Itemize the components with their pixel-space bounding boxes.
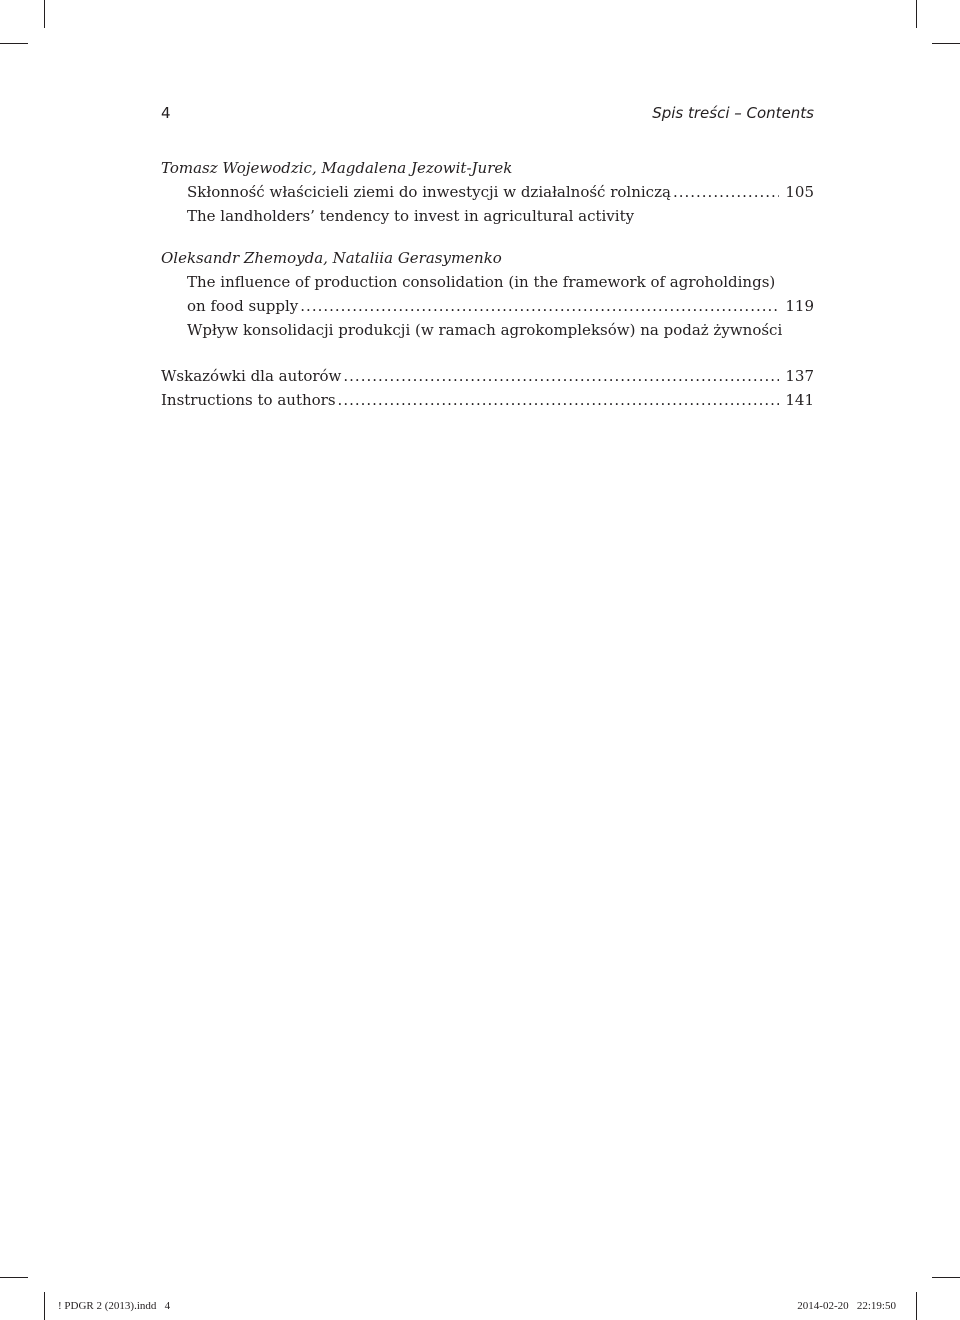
entry-page: 105 — [785, 183, 814, 201]
extra-label: Instructions to authors — [161, 391, 336, 409]
entry-authors: Tomasz Wojewodzic, Magdalena Jezowit-Jurek — [161, 159, 513, 177]
footer-timestamp: 2014-02-20 22:19:50 — [797, 1300, 896, 1312]
toc-extra-row[interactable] — [161, 388, 814, 412]
running-title: Spis treści – Contents — [652, 104, 814, 122]
crop-mark-top-left-horizontal — [0, 43, 28, 44]
entry-title-en-line2: on food supply — [187, 297, 299, 315]
dot-leader — [343, 364, 779, 388]
toc-entry — [161, 156, 814, 228]
crop-mark-top-right-vertical — [916, 0, 917, 28]
dot-leader — [300, 294, 779, 318]
extra-page: 137 — [785, 367, 814, 385]
toc-extra-row[interactable] — [161, 364, 814, 388]
entry-title-row[interactable] — [161, 294, 814, 318]
entry-authors: Oleksandr Zhemoyda, Nataliia Gerasymenko — [161, 249, 502, 267]
toc-entry — [161, 246, 814, 342]
extra-page: 141 — [785, 391, 814, 409]
footer-file-name: ! PDGR 2 (2013).indd 4 — [58, 1300, 171, 1312]
dot-leader — [338, 388, 780, 412]
crop-mark-bottom-left-vertical — [44, 1292, 45, 1320]
crop-mark-bottom-right-vertical — [916, 1292, 917, 1320]
crop-mark-top-right-horizontal — [932, 43, 960, 44]
toc-extras — [161, 364, 814, 412]
entry-title-pl: Wpływ konsolidacji produkcji (w ramach agrokompleksów) na podaż żywności — [187, 321, 783, 339]
entry-title-row[interactable] — [161, 180, 814, 204]
crop-mark-bottom-right-horizontal — [932, 1277, 960, 1278]
entry-title-en: The landholders’ tendency to invest in agricultural activity — [187, 207, 635, 225]
extra-label: Wskazówki dla autorów — [161, 367, 342, 385]
crop-mark-top-left-vertical — [44, 0, 45, 28]
entry-title-pl: Skłonność właścicieli ziemi do inwestycji w działalność rolniczą — [187, 183, 671, 201]
page-number: 4 — [161, 104, 171, 122]
entry-title-en-line1: The influence of production consolidation (in the framework of agroholdings) — [187, 273, 776, 291]
dot-leader — [673, 180, 779, 204]
crop-mark-bottom-left-horizontal — [0, 1277, 28, 1278]
entry-page: 119 — [785, 297, 814, 315]
